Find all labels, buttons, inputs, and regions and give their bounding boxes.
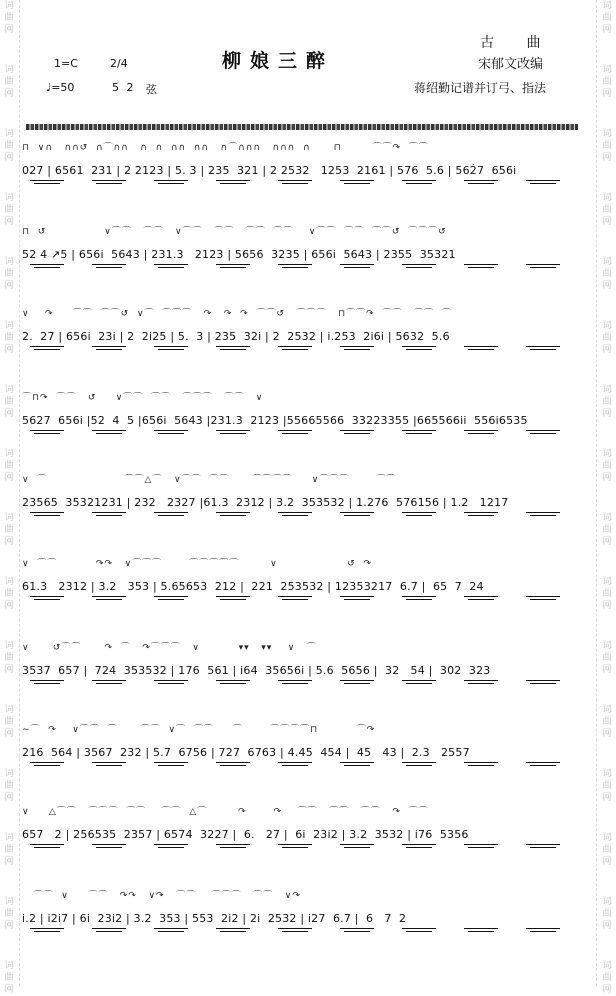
score-line [22, 804, 582, 866]
bowing-marks: ∼⌒ ↷ ∨⌒⌒ ⌒ ⌒⌒ ∨⌒ ⌒⌒ ⌒ ⌒⌒⌒⌒⊓ ⌒↷ [22, 725, 376, 735]
beam-line [96, 683, 122, 684]
piece-category: 古 曲 [480, 35, 555, 51]
beam-line [216, 264, 250, 265]
bowing-marks: ∨ ⌒ ⌒⌒△⌒ ∨⌒⌒ ⌒⌒ ⌒⌒⌒⌒ ∨⌒⌒⌒ ⌒⌒ [22, 475, 397, 485]
beam-line [402, 762, 436, 763]
beam-line [344, 433, 370, 434]
watermark-text: 词 曲 网 [4, 65, 14, 99]
beam-line [530, 931, 556, 932]
beam-line [216, 680, 250, 681]
beam-line [402, 264, 436, 265]
watermark-text: 词 曲 网 [4, 961, 14, 995]
notation-text: 027 | 6561 231 | 2 2123 | 5. 3 | 235 321 | 2 2532 1253 2161 | 576 5.6 | 562̇7 656i [22, 164, 517, 177]
beam-line [216, 512, 250, 513]
beam-line [530, 183, 556, 184]
beam-line [92, 596, 126, 597]
watermark-text: 词 曲 网 [4, 513, 14, 547]
time-signature: 2/4 [110, 57, 128, 70]
beam-line [406, 267, 432, 268]
bowing-marks: ∨ ↷ ⌒⌒ ⌒⌒↺ ∨⌒ ⌒⌒⌒ ↷ ↷ ↷ ⌒⌒↺ ⌒⌒⌒ ⊓⌒⌒↷ ⌒⌒ ⌒⌒ ⌒ [22, 309, 452, 319]
beam-line [154, 346, 188, 347]
beam-line [34, 931, 60, 932]
beam-line [30, 512, 64, 513]
beam-line [154, 430, 188, 431]
beam-line [216, 346, 250, 347]
watermark-text: 词 曲 网 [602, 321, 612, 355]
notation-text: 61.3 2312 | 3.2 353 | 5.65653 212 | 221 253532 | 12353217 6.7 | 65 7 24 [22, 580, 484, 593]
score-line [22, 888, 582, 950]
bowing-marks: ∨ △⌒⌒ ⌒⌒⌒ ⌒⌒ ⌒⌒ △⌒ ↷ ↷ ⌒⌒ ⌒⌒ ⌒⌒ ↷ ⌒⌒ [22, 807, 429, 817]
beam-line [154, 512, 188, 513]
beam-underlines [22, 844, 582, 852]
instrument-label: 弦 [146, 83, 157, 96]
beam-line [278, 430, 312, 431]
beam-line [530, 433, 556, 434]
beam-line [344, 683, 370, 684]
beam-line [468, 847, 494, 848]
beam-line [154, 180, 188, 181]
score-line [22, 722, 582, 784]
watermark-text: 词 曲 网 [602, 65, 612, 99]
notation-text: 657 2 | 256535 2357 | 6574 3227 | 6. 27 | 6i 23i2 | 3.2 3532 | i76 5356 [22, 828, 469, 841]
header-divider-rule [26, 124, 578, 130]
beam-line [282, 599, 308, 600]
watermark-text: 词 曲 网 [602, 833, 612, 867]
beam-line [96, 515, 122, 516]
beam-line [278, 180, 312, 181]
beam-line [30, 928, 64, 929]
beam-line [278, 512, 312, 513]
beam-line [220, 931, 246, 932]
string-tuning: 5 2 [112, 81, 136, 94]
beam-line [344, 765, 370, 766]
beam-line [526, 928, 560, 929]
beam-line [526, 430, 560, 431]
beam-line [282, 433, 308, 434]
beam-line [34, 267, 60, 268]
watermark-text: 词 曲 网 [4, 449, 14, 483]
beam-line [220, 433, 246, 434]
beam-line [96, 765, 122, 766]
tempo-marking: ♩=50 [46, 81, 75, 94]
notation-text: 23565 35321231 | 232 2327 |61.3 2312 | 3.2 353532 | 1.276 576156 | 1.2 1217 [22, 496, 509, 509]
watermark-text: 词 曲 网 [602, 769, 612, 803]
beam-line [220, 183, 246, 184]
beam-line [406, 847, 432, 848]
beam-line [34, 183, 60, 184]
beam-line [464, 928, 498, 929]
beam-line [34, 433, 60, 434]
left-border-line [19, 0, 20, 986]
beam-line [158, 847, 184, 848]
beam-line [526, 346, 560, 347]
score-line [22, 390, 582, 452]
beam-line [340, 844, 374, 845]
watermark-text: 词 曲 网 [602, 897, 612, 931]
beam-line [282, 683, 308, 684]
beam-line [30, 264, 64, 265]
watermark-text: 词 曲 网 [4, 705, 14, 739]
beam-line [344, 267, 370, 268]
watermark-text: 词 曲 网 [602, 129, 612, 163]
beam-line [406, 515, 432, 516]
beam-line [34, 765, 60, 766]
beam-line [468, 515, 494, 516]
beam-line [158, 765, 184, 766]
beam-line [344, 349, 370, 350]
watermark-text: 词 曲 网 [602, 641, 612, 675]
watermark-text: 词 曲 网 [602, 577, 612, 611]
beam-line [30, 180, 64, 181]
notation-text: 52 4 ↗5 | 656i 5643 | 231.3 2123 | 5656 3235 | 656i 5643 | 2355 35321 [22, 248, 456, 261]
watermark-text: 词 曲 网 [4, 321, 14, 355]
beam-line [158, 931, 184, 932]
right-border-line [596, 0, 597, 986]
beam-line [344, 599, 370, 600]
beam-line [92, 928, 126, 929]
beam-line [402, 844, 436, 845]
beam-line [154, 680, 188, 681]
beam-line [340, 512, 374, 513]
beam-line [278, 346, 312, 347]
beam-line [402, 430, 436, 431]
beam-line [30, 430, 64, 431]
beam-line [96, 931, 122, 932]
beam-line [464, 346, 498, 347]
beam-line [92, 844, 126, 845]
beam-line [282, 349, 308, 350]
beam-line [96, 183, 122, 184]
beam-line [216, 928, 250, 929]
beam-line [406, 599, 432, 600]
beam-line [406, 433, 432, 434]
watermark-text: 词 曲 网 [4, 1, 14, 35]
beam-line [402, 346, 436, 347]
beam-line [282, 847, 308, 848]
beam-line [464, 264, 498, 265]
beam-underlines [22, 680, 582, 688]
beam-line [344, 931, 370, 932]
beam-line [282, 267, 308, 268]
watermark-text: 词 曲 网 [602, 961, 612, 995]
key-signature: 1=C [54, 57, 78, 70]
score-line [22, 556, 582, 618]
beam-line [464, 180, 498, 181]
notation-text: 3537 657 | 724 353532 | 176 561 | i64 35656i | 5.6 5656 | 32 54 | 302 323 [22, 664, 491, 677]
beam-line [340, 680, 374, 681]
watermark-text: 词 曲 网 [602, 449, 612, 483]
beam-line [34, 515, 60, 516]
beam-line [220, 599, 246, 600]
beam-line [526, 680, 560, 681]
beam-underlines [22, 928, 582, 936]
beam-line [154, 264, 188, 265]
watermark-text: 词 曲 网 [4, 833, 14, 867]
beam-line [34, 349, 60, 350]
score-line [22, 306, 582, 368]
beam-line [282, 183, 308, 184]
notation-text: i.2 | i2i7 | 6i 23i2 | 3.2 353 | 553 2i2 | 2i 2532 | i27 6.7 | 6 7 2 [22, 912, 407, 925]
beam-line [402, 180, 436, 181]
beam-line [154, 762, 188, 763]
beam-line [154, 844, 188, 845]
beam-line [468, 599, 494, 600]
watermark-text: 词 曲 网 [4, 769, 14, 803]
beam-line [406, 349, 432, 350]
beam-line [34, 847, 60, 848]
beam-line [530, 267, 556, 268]
beam-line [278, 596, 312, 597]
bowing-marks: ⌒⊓↷ ⌒⌒ ↺ ∨⌒⌒ ⌒⌒ ⌒⌒⌒ ⌒⌒ ∨ [22, 393, 264, 403]
beam-line [402, 596, 436, 597]
beam-underlines [22, 762, 582, 770]
beam-line [278, 762, 312, 763]
beam-line [96, 433, 122, 434]
score-line [22, 224, 582, 286]
watermark-text: 词 曲 网 [602, 193, 612, 227]
beam-line [158, 433, 184, 434]
beam-line [96, 847, 122, 848]
beam-line [340, 264, 374, 265]
beam-underlines [22, 346, 582, 354]
beam-line [344, 183, 370, 184]
beam-line [340, 928, 374, 929]
beam-line [344, 847, 370, 848]
beam-line [406, 931, 432, 932]
beam-line [340, 762, 374, 763]
beam-line [468, 267, 494, 268]
beam-underlines [22, 430, 582, 438]
beam-line [278, 264, 312, 265]
beam-line [220, 683, 246, 684]
watermark-text: 词 曲 网 [4, 385, 14, 419]
beam-line [526, 844, 560, 845]
watermark-text: 词 曲 网 [602, 1, 612, 35]
notation-text: 2. 27 | 656i 23i | 2 2i25 | 5. 3 | 235 32i | 2 2532 | i.253 2i6i | 5632 5.6 [22, 330, 450, 343]
beam-line [526, 264, 560, 265]
beam-line [216, 430, 250, 431]
beam-line [464, 430, 498, 431]
beam-line [530, 847, 556, 848]
beam-line [282, 931, 308, 932]
beam-line [158, 515, 184, 516]
beam-line [30, 680, 64, 681]
beam-underlines [22, 512, 582, 520]
watermark-text: 词 曲 网 [4, 257, 14, 291]
score-title: 柳娘三醉 [222, 50, 335, 72]
beam-line [530, 765, 556, 766]
beam-line [402, 680, 436, 681]
beam-line [30, 762, 64, 763]
bowing-marks: ⊓ ∨∩ ∩∩↺ ∩⌒∩∩ ∩ ∩ ∩∩ ∩∩ ∩⌒∩∩∩ ∩∩∩ ∩ ⊓ ⌒⌒↷ ⌒⌒ [22, 143, 429, 153]
beam-line [468, 931, 494, 932]
watermark-text: 词 曲 网 [4, 577, 14, 611]
beam-line [402, 928, 436, 929]
beam-underlines [22, 596, 582, 604]
beam-line [282, 515, 308, 516]
beam-line [220, 349, 246, 350]
beam-line [406, 183, 432, 184]
beam-line [220, 515, 246, 516]
beam-line [468, 765, 494, 766]
score-line [22, 140, 582, 202]
beam-line [216, 180, 250, 181]
beam-line [530, 599, 556, 600]
beam-line [282, 765, 308, 766]
beam-line [92, 512, 126, 513]
watermark-text: 词 曲 网 [4, 129, 14, 163]
score-line [22, 640, 582, 702]
watermark-text: 词 曲 网 [602, 513, 612, 547]
beam-line [216, 844, 250, 845]
beam-line [340, 430, 374, 431]
beam-line [30, 346, 64, 347]
beam-line [34, 599, 60, 600]
beam-line [92, 680, 126, 681]
score-header [0, 0, 616, 120]
beam-line [530, 349, 556, 350]
beam-line [468, 183, 494, 184]
watermark-text: 词 曲 网 [4, 897, 14, 931]
beam-line [526, 596, 560, 597]
beam-line [344, 515, 370, 516]
beam-line [92, 346, 126, 347]
beam-line [92, 762, 126, 763]
beam-line [92, 430, 126, 431]
beam-line [158, 183, 184, 184]
transcriber-credit: 蒋绍勤记谱并订弓、指法 [414, 81, 547, 95]
watermark-text: 词 曲 网 [602, 705, 612, 739]
beam-line [464, 680, 498, 681]
beam-line [96, 349, 122, 350]
beam-line [530, 683, 556, 684]
beam-line [526, 180, 560, 181]
beam-line [464, 596, 498, 597]
beam-line [406, 765, 432, 766]
watermark-text: 词 曲 网 [602, 385, 612, 419]
beam-line [526, 762, 560, 763]
arranger-credit: 宋郁文改编 [478, 57, 544, 72]
beam-line [154, 596, 188, 597]
bowing-marks: ∨ ⌒⌒ ↷↷ ∨⌒⌒⌒ ⌒⌒⌒⌒⌒ ∨ ↺ ↷ [22, 559, 372, 569]
beam-line [278, 680, 312, 681]
beam-line [340, 346, 374, 347]
beam-line [464, 762, 498, 763]
beam-line [468, 349, 494, 350]
beam-line [34, 683, 60, 684]
beam-line [220, 765, 246, 766]
beam-line [340, 596, 374, 597]
notation-text: 216 564 | 3567 232 | 5.7 6756 | 727 6763 | 4.45 454 | 45 43 | 2.3 2557 [22, 746, 470, 759]
watermark-text: 词 曲 网 [4, 641, 14, 675]
beam-line [278, 928, 312, 929]
bowing-marks: ∨ ↺⌒⌒ ↷ ⌒ ↷⌒⌒⌒ ∨ ▾▾ ▾▾ ∨ ⌒ [22, 643, 317, 653]
beam-line [158, 349, 184, 350]
watermark-text: 词 曲 网 [4, 193, 14, 227]
beam-line [216, 762, 250, 763]
score-line [22, 472, 582, 534]
beam-line [530, 515, 556, 516]
beam-line [464, 512, 498, 513]
beam-line [96, 267, 122, 268]
beam-line [158, 683, 184, 684]
bowing-marks: ⌒⌒ ∨ ⌒⌒ ↷↷ ∨↷ ⌒⌒ ⌒⌒⌒ ⌒⌒ ∨↷ [22, 891, 301, 901]
beam-line [278, 844, 312, 845]
watermark-text: 词 曲 网 [602, 257, 612, 291]
beam-line [402, 512, 436, 513]
notation-text: 5627 656i |52 4 5 |656i 5643 |231.3 2123 |55665566 33223355 |665566ii 556i6535 [22, 414, 528, 427]
beam-line [468, 683, 494, 684]
beam-line [220, 267, 246, 268]
bowing-marks: ⊓ ↺ ∨⌒⌒ ⌒⌒ ∨⌒⌒ ⌒⌒ ⌒⌒ ⌒⌒ ∨⌒⌒ ⌒⌒ ⌒⌒↺ ⌒⌒⌒↺ [22, 227, 447, 237]
beam-line [158, 599, 184, 600]
beam-line [464, 844, 498, 845]
beam-line [158, 267, 184, 268]
beam-line [526, 512, 560, 513]
beam-line [96, 599, 122, 600]
beam-line [30, 596, 64, 597]
beam-line [340, 180, 374, 181]
beam-line [216, 596, 250, 597]
beam-underlines [22, 264, 582, 272]
beam-line [220, 847, 246, 848]
beam-line [92, 180, 126, 181]
beam-line [468, 433, 494, 434]
beam-line [30, 844, 64, 845]
beam-line [154, 928, 188, 929]
beam-line [406, 683, 432, 684]
beam-line [92, 264, 126, 265]
beam-underlines [22, 180, 582, 188]
